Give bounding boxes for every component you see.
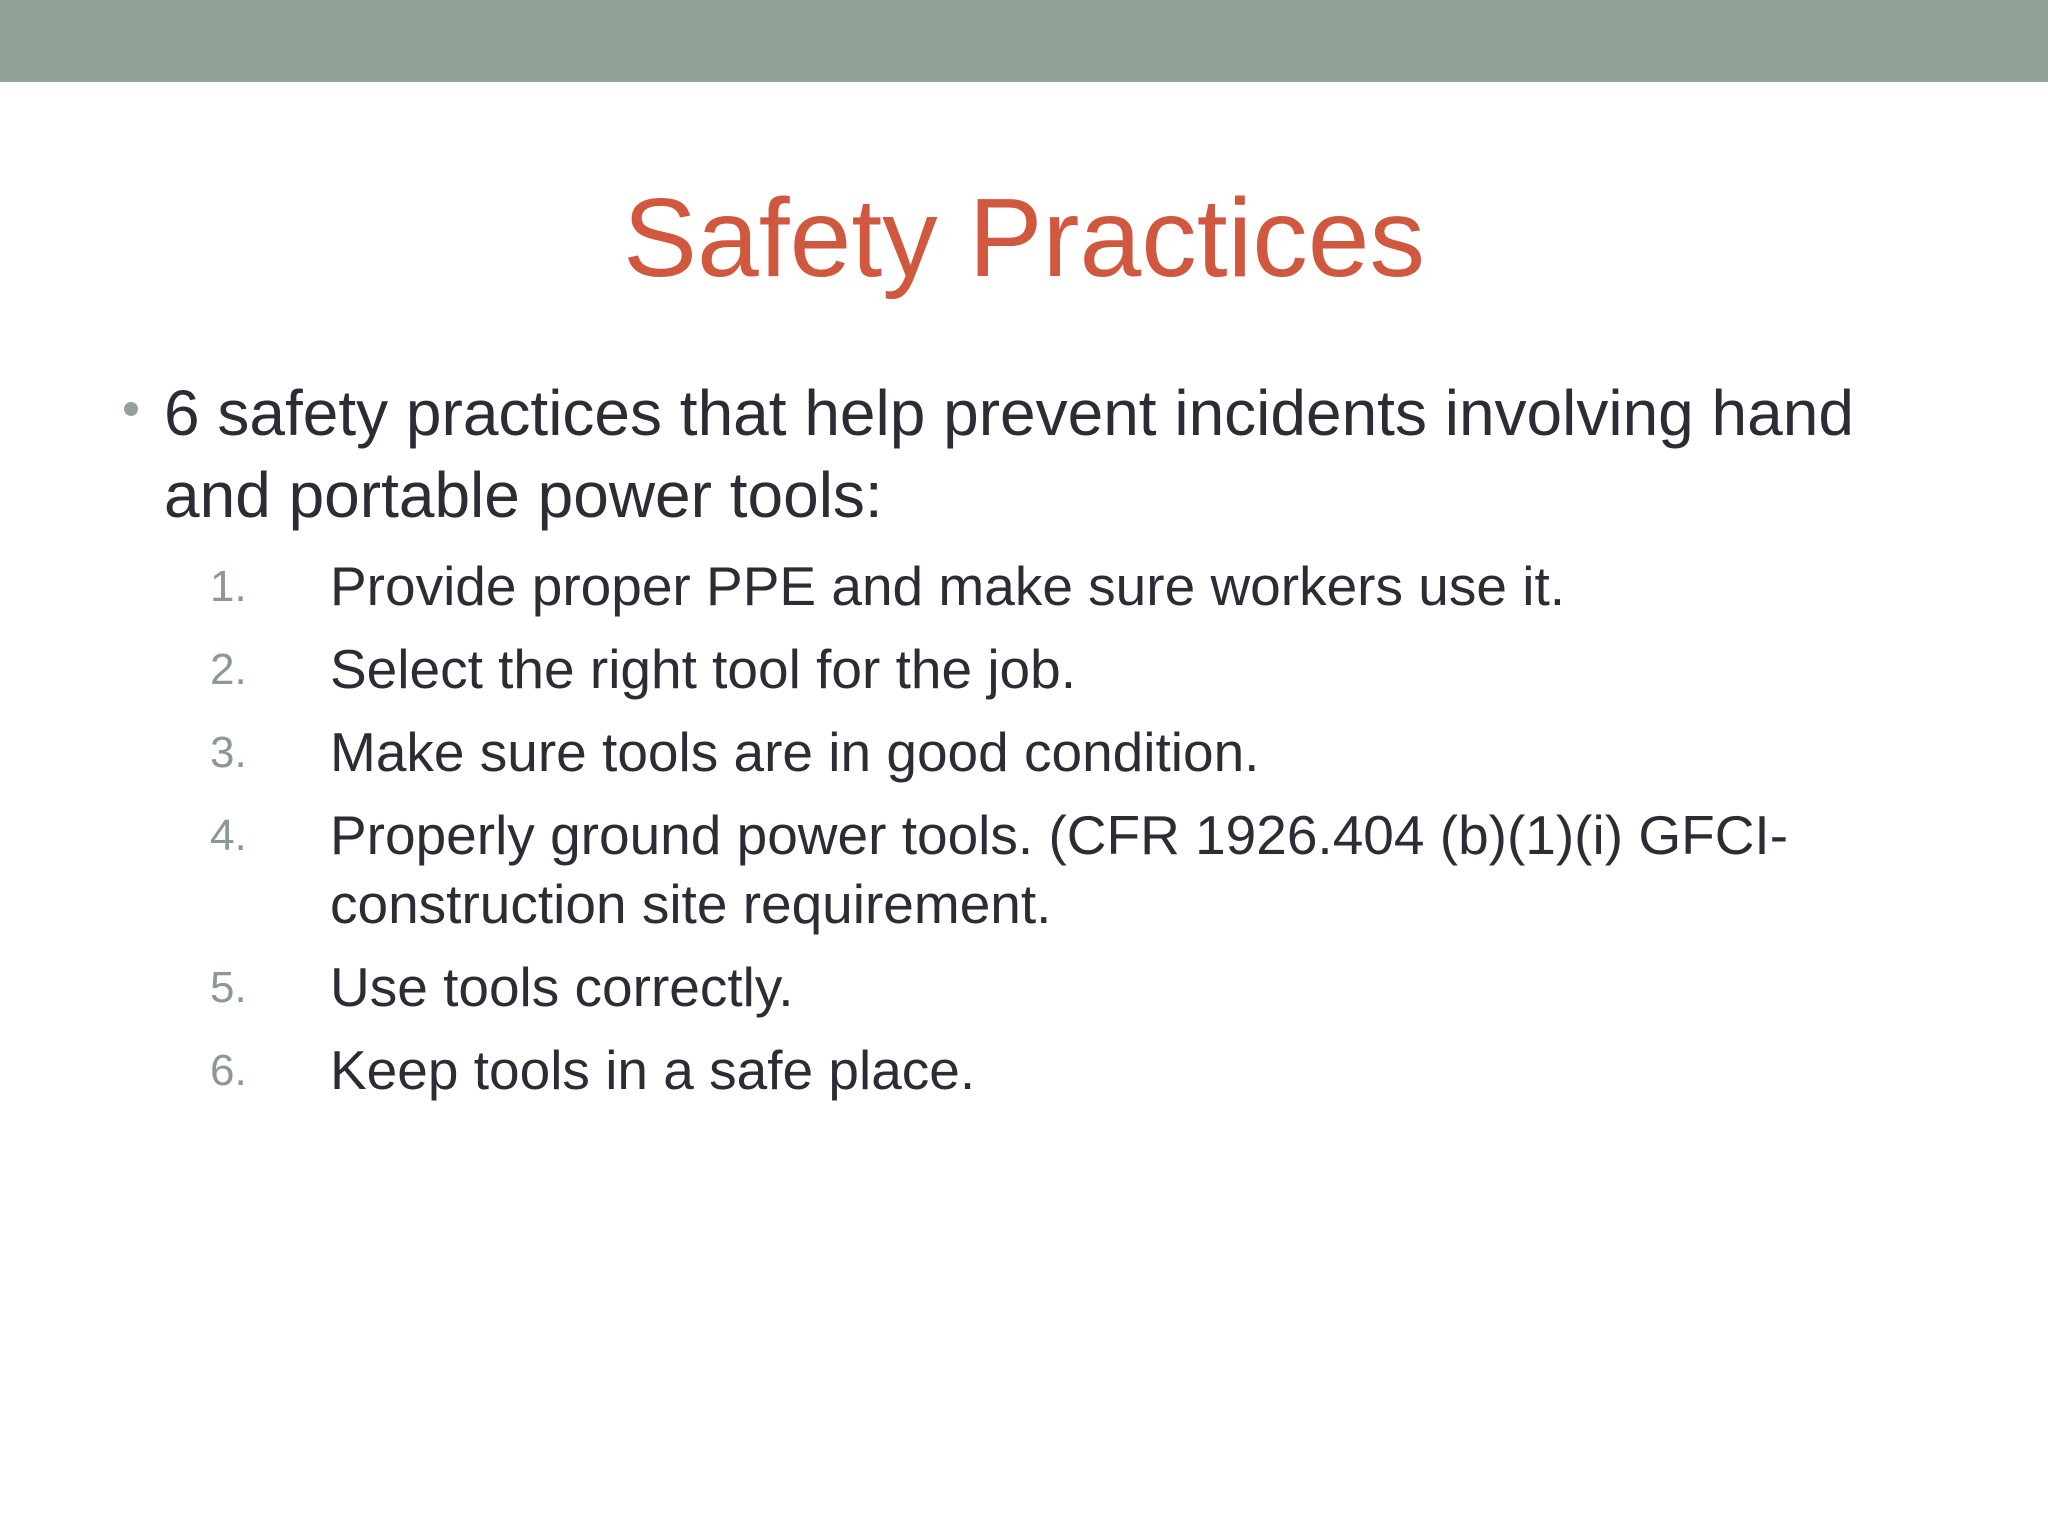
list-item [210, 635, 1970, 704]
list-item-number: 6. [210, 1046, 247, 1095]
list-item [210, 801, 1970, 939]
list-item-text: Provide proper PPE and make sure workers use it. [330, 555, 1566, 617]
list-item-text: Select the right tool for the job. [330, 638, 1076, 700]
slide-title: Safety Practices [623, 176, 1425, 300]
list-item-number: 1. [210, 562, 247, 611]
list-item-number: 3. [210, 728, 247, 777]
list-item-text: Properly ground power tools. (CFR 1926.404 (b)(1)(i) GFCI- construction site requirement. [330, 804, 1789, 935]
bullet-dot-icon [124, 402, 138, 416]
list-item [210, 552, 1970, 621]
main-bullet-text: 6 safety practices that help prevent incidents involving hand and portable power tools: [164, 377, 1854, 531]
list-item-text: Use tools correctly. [330, 956, 794, 1018]
list-item-number: 5. [210, 963, 247, 1012]
top-accent-bar [0, 0, 2048, 82]
list-item-text: Make sure tools are in good condition. [330, 721, 1260, 783]
list-item [210, 718, 1970, 787]
list-item-text: Keep tools in a safe place. [330, 1039, 976, 1101]
safety-practices-list [210, 552, 1970, 1119]
list-item [210, 953, 1970, 1022]
list-item-number: 2. [210, 645, 247, 694]
list-item [210, 1036, 1970, 1105]
list-item-number: 4. [210, 811, 247, 860]
